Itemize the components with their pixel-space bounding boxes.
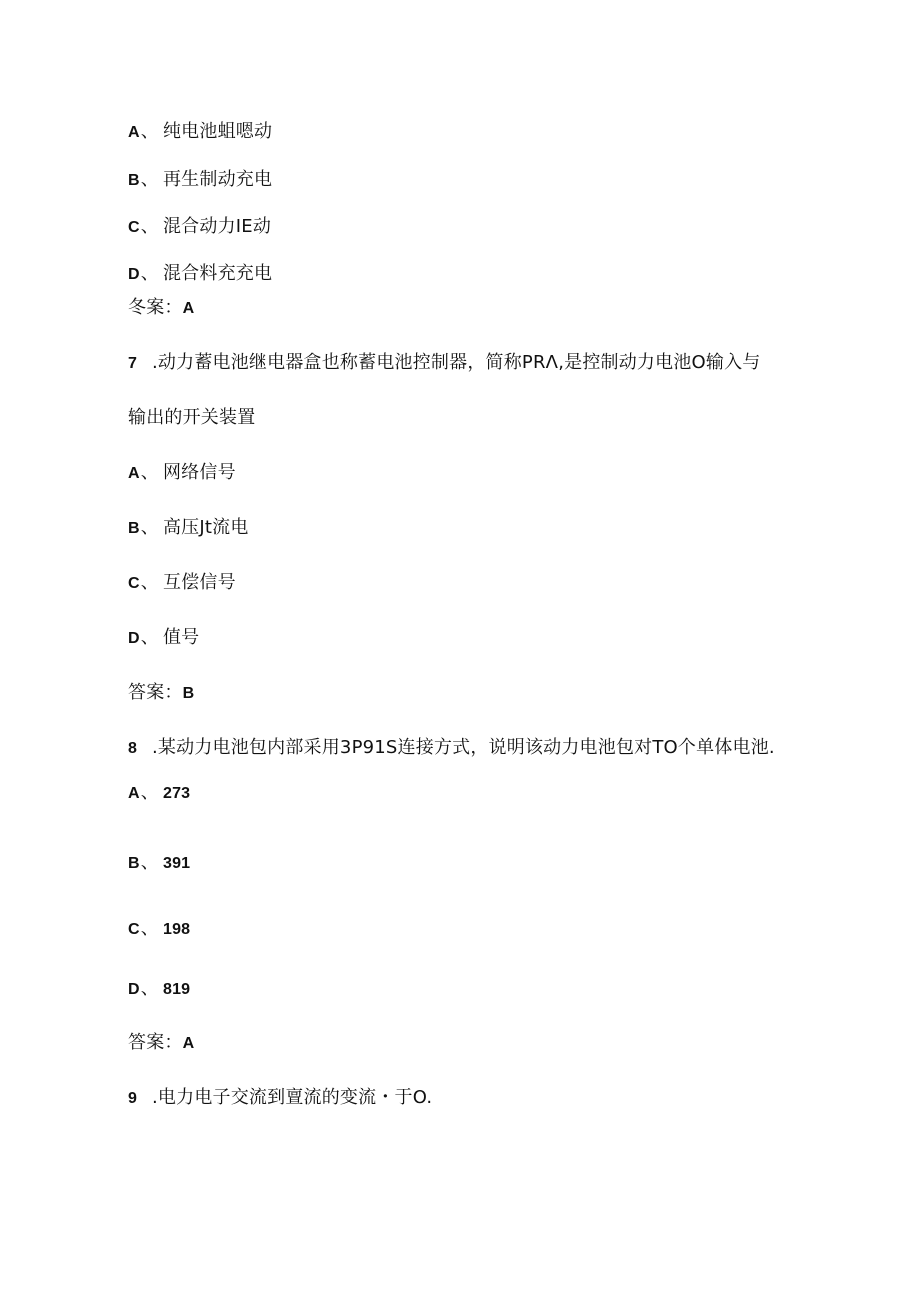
q6-option-c xyxy=(128,215,271,240)
question-text: .电力电子交流到亶流的变流・于O. xyxy=(152,1087,433,1108)
answer-value: B xyxy=(182,685,195,702)
option-text: 819 xyxy=(162,981,191,998)
q7-option-c xyxy=(128,571,236,596)
q8-option-d xyxy=(128,977,190,1002)
option-text: 混合动力IE动 xyxy=(162,216,272,237)
question-text: .动力蓄电池继电器盒也称蓄电池控制器，简称PRΛ,是控制动力电池O输入与 xyxy=(152,352,761,373)
option-key: A xyxy=(128,465,140,482)
option-text: 互偿信号 xyxy=(162,572,236,593)
option-text: 纯电池蛆嗯动 xyxy=(162,121,273,142)
question-text: .某动力电池包内部采用3P91S连接方式，说明该动力电池包对TO个单体电池. xyxy=(152,737,775,758)
option-key: C xyxy=(128,921,140,938)
option-key: C xyxy=(128,575,140,592)
answer-value: A xyxy=(182,300,195,317)
option-key: C xyxy=(128,219,140,236)
option-separator: 、 xyxy=(140,216,159,237)
q9-stem-line-1 xyxy=(128,1086,432,1111)
q7-answer xyxy=(128,681,194,706)
answer-label: 答案： xyxy=(128,1032,183,1053)
option-separator: 、 xyxy=(140,852,159,873)
q8-answer xyxy=(128,1031,194,1056)
option-text: 273 xyxy=(162,785,191,802)
q8-stem-line-1 xyxy=(128,736,775,761)
option-key: A xyxy=(128,124,140,141)
q7-option-b xyxy=(128,516,249,541)
option-separator: 、 xyxy=(140,572,159,593)
option-key: B xyxy=(128,520,140,537)
q6-option-d xyxy=(128,262,272,287)
option-separator: 、 xyxy=(140,169,159,190)
q7-stem-line-2 xyxy=(128,406,255,430)
q8-option-b xyxy=(128,851,190,876)
option-separator: 、 xyxy=(140,918,159,939)
q8-option-c xyxy=(128,917,190,942)
option-text: 高压Jt流电 xyxy=(162,517,249,538)
option-text: 198 xyxy=(162,921,191,938)
question-number: 8 xyxy=(128,740,138,757)
answer-label: 冬案： xyxy=(128,297,183,318)
answer-value: A xyxy=(182,1035,195,1052)
option-key: D xyxy=(128,630,140,647)
option-key: A xyxy=(128,785,140,802)
answer-label: 答案： xyxy=(128,682,183,703)
q6-answer xyxy=(128,296,194,321)
question-text-continued: 输出的开关装置 xyxy=(128,407,256,428)
question-number: 7 xyxy=(128,355,138,372)
option-text: 值号 xyxy=(162,627,200,648)
option-separator: 、 xyxy=(140,462,159,483)
option-key: B xyxy=(128,855,140,872)
option-separator: 、 xyxy=(140,782,159,803)
q8-option-a xyxy=(128,781,190,806)
option-key: D xyxy=(128,266,140,283)
q7-option-a xyxy=(128,461,236,486)
option-separator: 、 xyxy=(140,121,159,142)
option-text: 391 xyxy=(162,855,191,872)
question-number: 9 xyxy=(128,1090,138,1107)
q6-option-b xyxy=(128,168,272,193)
q7-stem-line-1 xyxy=(128,351,760,376)
option-text: 网络信号 xyxy=(162,462,236,483)
option-key: D xyxy=(128,981,140,998)
option-text: 混合料充充电 xyxy=(162,263,273,284)
option-key: B xyxy=(128,172,140,189)
q7-option-d xyxy=(128,626,199,651)
option-separator: 、 xyxy=(140,978,159,999)
option-text: 再生制动充电 xyxy=(162,169,273,190)
option-separator: 、 xyxy=(140,517,159,538)
option-separator: 、 xyxy=(140,627,159,648)
option-separator: 、 xyxy=(140,263,159,284)
q6-option-a xyxy=(128,120,272,145)
